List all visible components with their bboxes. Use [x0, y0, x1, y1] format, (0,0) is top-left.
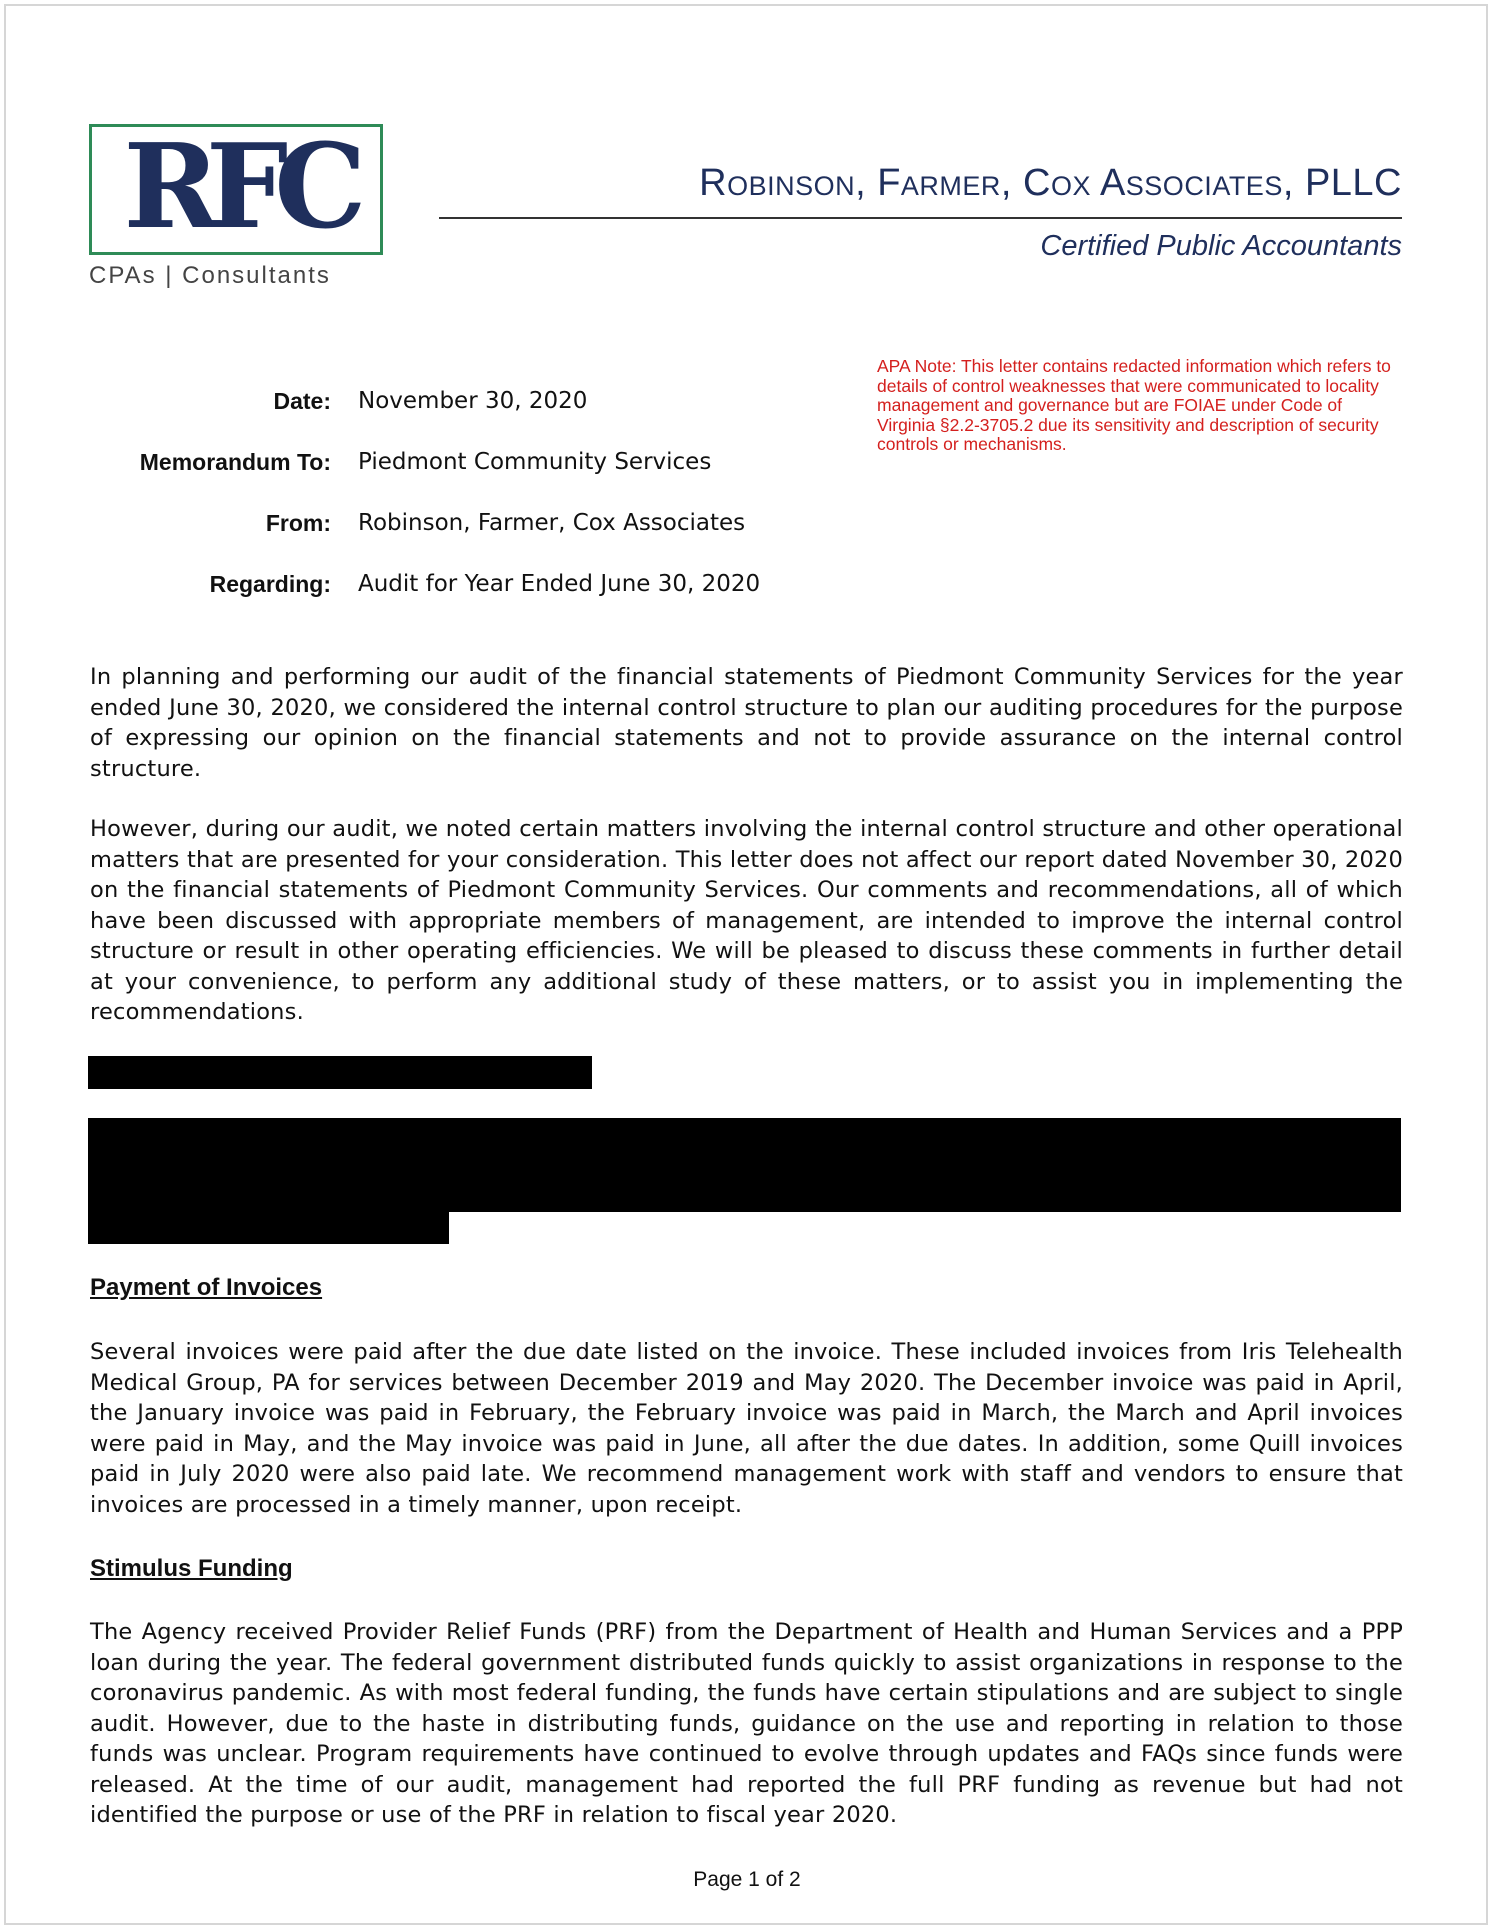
redaction-block — [88, 1118, 1401, 1212]
redaction-block — [88, 1210, 449, 1244]
memo-to-label: Memorandum To: — [139, 449, 331, 475]
header-divider — [439, 217, 1402, 219]
page-number: Page 1 of 2 — [693, 1868, 801, 1891]
logo-tagline: CPAs | Consultants — [89, 262, 331, 289]
stimulus-heading: Stimulus Funding — [90, 1555, 293, 1582]
apa-note: APA Note: This letter contains redacted information which refers to details of control weaknesses that were communicated to locality management and governance but are FOIAE under Code of Virginia §2.2-3705.2 due its sensitivity and description of security controls or mechanisms. — [877, 356, 1391, 455]
memo-from-row — [0, 510, 1494, 540]
memo-date-value: November 30, 2020 — [358, 388, 588, 414]
firm-subtitle: Certified Public Accountants — [1040, 230, 1402, 262]
payment-heading: Payment of Invoices — [90, 1274, 323, 1301]
memo-to-row — [0, 449, 1494, 479]
memo-from-label: From: — [265, 510, 331, 536]
memo-regarding-row — [0, 571, 1494, 601]
stimulus-paragraph: The Agency received Provider Relief Funds (PRF) from the Department of Health and Human Services and a PPP loan during the year. The federal government distributed funds quickly to assist organizations in response to the coronavirus pandemic. As with most federal funding, the funds have certain stipulations and are subject to single audit. However, due to the haste in distributing funds, guidance on the use and reporting in relation to those funds was unclear. Program requirements have continued to evolve through updates and FAQs since funds were released. At the time of our audit, management had reported the full PRF funding as revenue but had not identified the purpose or use of the PRF in relation to fiscal year 2020. — [90, 1619, 1403, 1828]
payment-paragraph: Several invoices were paid after the due date listed on the invoice. These included invoices from Iris Telehealth Medical Group, PA for services between December 2019 and May 2020. The December invoice was paid in April, the January invoice was paid in February, the February invoice was paid in March, the March and April invoices were paid in May, and the May invoice was paid in June, all after the due dates. In addition, some Quill invoices paid in July 2020 were also paid late. We recommend management work with staff and vendors to ensure that invoices are processed in a timely manner, upon receipt. — [90, 1339, 1403, 1518]
memo-regarding-value: Audit for Year Ended June 30, 2020 — [358, 571, 761, 597]
firm-name: Robinson, Farmer, Cox Associates, PLLC — [699, 162, 1402, 204]
memo-from-value: Robinson, Farmer, Cox Associates — [358, 510, 746, 536]
matters-paragraph: However, during our audit, we noted certain matters involving the internal control structure and other operational matters that are presented for your consideration. This letter does not affect our report dated November 30, 2020 on the financial statements of Piedmont Community Services. Our comments and recommendations, all of which have been discussed with appropriate members of management, are intended to improve the internal control structure or result in other operating efficiencies. We will be pleased to discuss these comments in further detail at your convenience, to perform any additional study of these matters, or to assist you in implementing the recommendations. — [90, 816, 1403, 1025]
firm-logo: RFC — [123, 119, 353, 255]
memo-to-value: Piedmont Community Services — [358, 449, 712, 475]
redaction-block — [88, 1056, 592, 1089]
intro-paragraph: In planning and performing our audit of the financial statements of Piedmont Community Services for the year ended June 30, 2020, we considered the internal control structure to plan our auditing procedures for the purpose of expressing our opinion on the financial statements and not to provide assurance on the internal control structure. — [90, 664, 1403, 782]
memo-date-row — [0, 388, 1494, 418]
memo-date-label: Date: — [273, 388, 331, 414]
memo-regarding-label: Regarding: — [209, 571, 331, 597]
